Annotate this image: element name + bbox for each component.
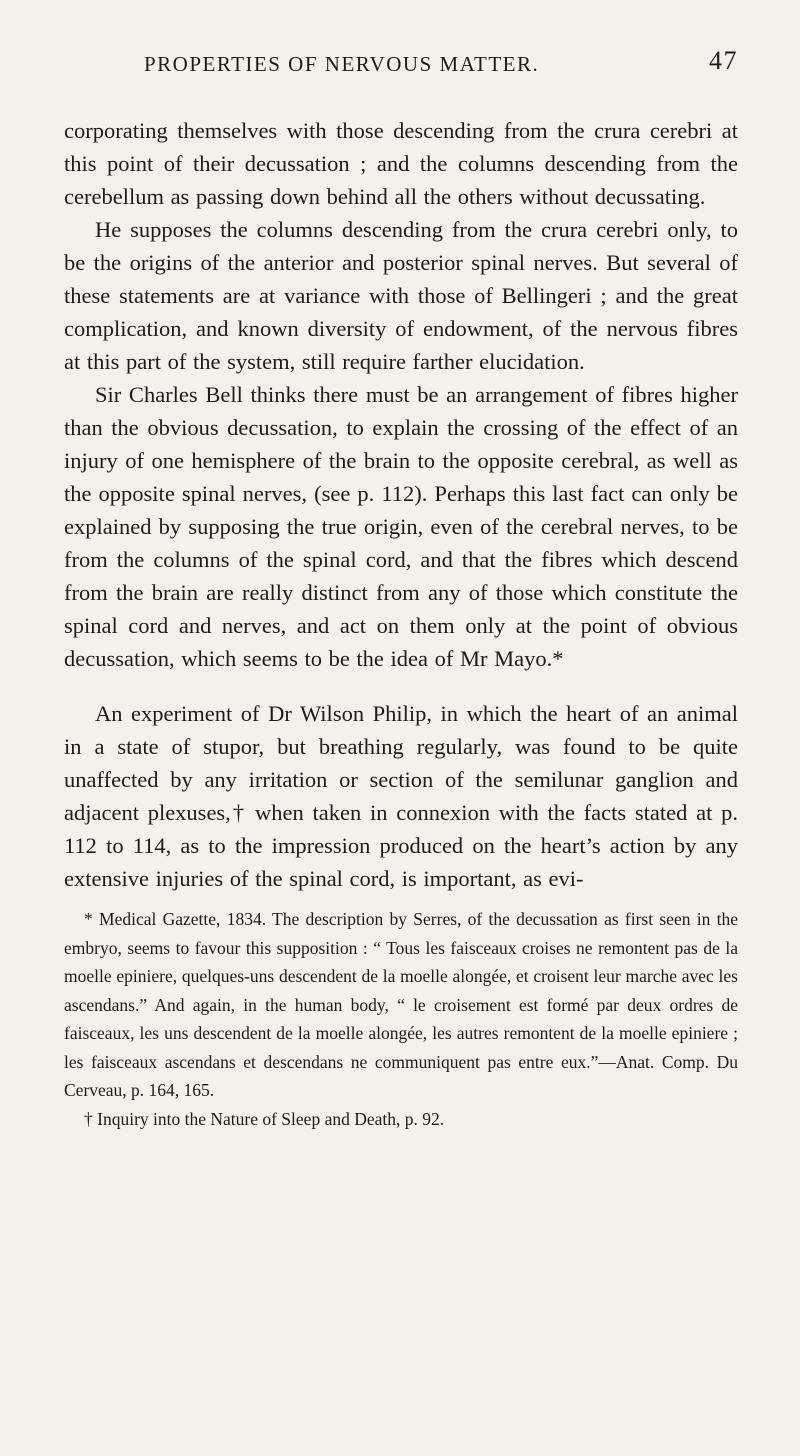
running-head (64, 0, 738, 84)
body-text (64, 114, 738, 895)
page-number: 47 (709, 46, 738, 75)
paragraph: Sir Charles Bell thinks there must be an arrangement of fibres higher than the obvious decussation, to explain the crossing of the effect of an injury of one hemisphere of the brain to the opposite cerebral, as well as the opposite spinal nerves, (see p. 112). Perhaps this last fact can only be explained by supposing the true origin, even of the cerebral nerves, to be from the columns of the spinal cord, and that the fibres which descend from the brain are really distinct from any of those which constitute the spinal cord and nerves, and act on them only at the point of obvious decussation, which seems to be the idea of Mr Mayo.* (64, 382, 738, 671)
running-title: PROPERTIES OF NERVOUS MATTER. (144, 52, 540, 76)
paragraph: He supposes the columns descending from the crura cerebri only, to be the origins of the anterior and posterior spinal nerves. But several of these statements are at variance with those of Bellingeri ; and the great complication, and known diversity of endowment, of the nervous fibres at this part of the system, still require farther elucidation. (64, 217, 738, 374)
footnote: * Medical Gazette, 1834. The description by Serres, of the decussation as first seen in the embryo, seems to favour this supposition : “ Tous les faisceaux croises ne remontent pas de la moelle epiniere, quelques-uns descendent de la moelle alongée, et croisent leur marche avec les ascendans.” And again, in the human body, “ le croisement est formé par deux ordres de faisceaux, les uns descendent de la moelle alongée, les autres remontent de la moelle epiniere ; les faisceaux ascendans et descendans ne communiquent pas entre eux.”—Anat. Comp. Du Cerveau, p. 164, 165. (64, 909, 738, 1100)
footnote: † Inquiry into the Nature of Sleep and Death, p. 92. (84, 1108, 445, 1129)
footnotes (64, 905, 738, 1133)
paragraph: An experiment of Dr Wilson Philip, in which the heart of an animal in a state of stupor, but breathing regularly, was found to be quite unaffected by any irritation or section of the semilunar ganglion and adjacent plexuses,† when taken in connexion with the facts stated at p. 112 to 114, as to the impression produced on the heart’s action by any extensive injuries of the spinal cord, is important, as evi- (64, 701, 738, 891)
paragraph-continuation: corporating themselves with those descending from the crura cerebri at this point of their decussation ; and the columns descending from the cerebellum as passing down behind all the others without decussating. (64, 118, 738, 209)
